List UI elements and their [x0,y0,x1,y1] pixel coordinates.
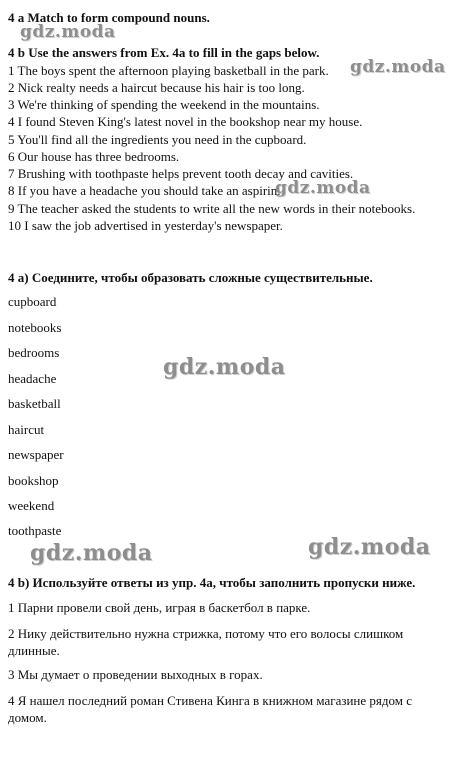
task-4b-heading: 4 b Use the answers from Ex. 4a to fill in the gaps below. [8,45,320,60]
word-item: weekend [8,498,55,513]
ru-task-4b-heading: 4 b) Используйте ответы из упр. 4а, чтобы заполнить пропуски ниже. [8,575,416,590]
sentence-8: 8 If you have a headache you should take an aspirin. [8,183,281,198]
sentence-4: 4 I found Steven King's latest novel in the bookshop near my house. [8,114,363,129]
word-item: basketball [8,396,61,411]
word-item: cupboard [8,294,57,309]
sentence-5: 5 You'll find all the ingredients you need in the cupboard. [8,132,307,147]
translation-2: 2 Нику действительно нужна стрижка, потому что его волосы слишком длинные. [8,626,404,658]
word-item: bookshop [8,473,59,488]
watermark: gdz.moda [20,22,116,42]
sentence-2: 2 Nick realty needs a haircut because his hair is too long. [8,80,305,95]
watermark: gdz.moda [30,540,153,566]
sentence-9: 9 The teacher asked the students to write all the new words in their notebooks. [8,201,416,216]
sentence-3: 3 We're thinking of spending the weekend in the mountains. [8,97,320,112]
word-item: headache [8,371,57,386]
word-item: bedrooms [8,345,60,360]
sentence-6: 6 Our house has three bedrooms. [8,149,180,164]
word-item: newspaper [8,447,64,462]
ru-task-4a-heading: 4 а) Соедините, чтобы образовать сложные существительные. [8,270,373,285]
word-item: toothpaste [8,523,62,538]
word-item: haircut [8,422,45,437]
task-4a-heading: 4 a Match to form compound nouns. [8,10,210,25]
word-item: notebooks [8,320,62,335]
watermark: gdz.moda [163,354,286,380]
watermark: gdz.moda [350,57,446,77]
translation-3: 3 Мы думает о проведении выходных в горах. [8,667,263,682]
watermark: gdz.moda [308,534,431,560]
sentence-1: 1 The boys spent the afternoon playing basketball in the park. [8,63,329,78]
watermark: gdz.moda [275,178,371,198]
sentence-7: 7 Brushing with toothpaste helps prevent tooth decay and cavities. [8,166,354,181]
translation-1: 1 Парни провели свой день, играя в баскетбол в парке. [8,600,311,615]
translation-4: 4 Я нашел последний роман Стивена Кинга в книжном магазине рядом с домом. [8,693,412,725]
sentence-10: 10 I saw the job advertised in yesterday's newspaper. [8,218,283,233]
